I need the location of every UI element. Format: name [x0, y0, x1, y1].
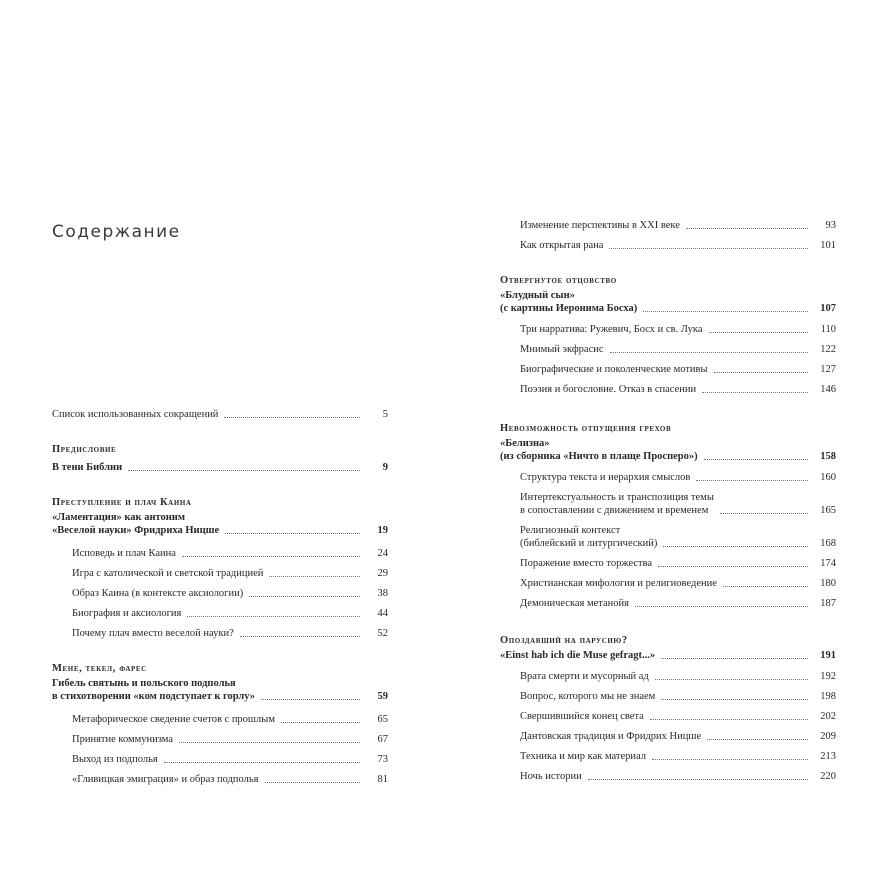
dot-leader [610, 352, 808, 353]
dot-leader [269, 576, 360, 577]
toc-entry[interactable] [520, 770, 836, 783]
toc-entry[interactable] [72, 733, 388, 746]
toc-page-number: 198 [820, 691, 836, 702]
dot-leader [128, 470, 360, 471]
toc-section-cain [52, 496, 388, 640]
dot-leader [661, 658, 808, 659]
toc-entry-label: Христианская мифология и религиоведение [520, 578, 717, 589]
toc-entry-line: (с картины Иеронима Босха) [500, 303, 638, 314]
toc-entry-line: «Веселой науки» Фридриха Ницше [52, 525, 220, 536]
toc-page-number: 107 [820, 303, 836, 314]
dot-leader [261, 699, 360, 700]
toc-entry[interactable] [520, 239, 836, 252]
toc-entry-label: Список использованных сокращений [52, 409, 219, 420]
toc-entry[interactable] [72, 567, 388, 580]
section-heading: Мене, текел, фарес [52, 663, 147, 674]
toc-section-father [500, 274, 836, 396]
toc-page-number: 168 [820, 538, 836, 549]
dot-leader [240, 636, 360, 637]
section-heading: Предисловие [52, 444, 117, 455]
toc-entry[interactable] [520, 557, 836, 570]
toc-entry-label: Как открытая рана [520, 240, 604, 251]
toc-page-number: 9 [382, 462, 388, 473]
dot-leader [225, 533, 360, 534]
toc-page-number: 187 [820, 598, 836, 609]
toc-entry-label [52, 511, 219, 537]
dot-leader [224, 417, 360, 418]
dot-leader [723, 586, 808, 587]
toc-page-number: 213 [820, 751, 836, 762]
toc-entry-label: «Гливицкая эмиграция» и образ подполья [72, 774, 259, 785]
toc-entry[interactable] [520, 383, 836, 396]
toc-page-number: 165 [820, 505, 836, 516]
dot-leader [164, 762, 360, 763]
toc-entry[interactable] [72, 587, 388, 600]
dot-leader [696, 480, 808, 481]
toc-entry[interactable] [520, 750, 836, 763]
toc-page-number: 146 [820, 384, 836, 395]
toc-page-number: 110 [820, 324, 836, 335]
toc-entry[interactable] [520, 471, 836, 484]
toc-entry-abbreviations[interactable] [52, 408, 388, 421]
dot-leader [650, 719, 808, 720]
dot-leader [704, 459, 808, 460]
toc-entry[interactable] [72, 607, 388, 620]
toc-page-number: 180 [820, 578, 836, 589]
dot-leader [720, 513, 808, 514]
dot-leader [182, 556, 360, 557]
dot-leader [588, 779, 808, 780]
toc-entry-label: Поэзия и богословие. Отказ в спасении [520, 384, 697, 395]
toc-section-preface [52, 443, 388, 474]
toc-entry-label: Почему плач вместо веселой науки? [72, 628, 234, 639]
toc-entry-label: Биография и аксиология [72, 608, 182, 619]
toc-page-number: 192 [820, 671, 836, 682]
dot-leader [663, 546, 808, 547]
toc-entry-label: Три нарратива: Ружевич, Босх и св. Лука [520, 324, 703, 335]
toc-entry-label [520, 524, 657, 550]
dot-leader [661, 699, 808, 700]
toc-entry[interactable] [520, 323, 836, 336]
toc-entry[interactable] [72, 547, 388, 560]
toc-entry-label: Вопрос, которого мы не знаем [520, 691, 656, 702]
toc-section-mene [52, 662, 388, 786]
toc-page-number: 67 [377, 734, 388, 745]
toc-entry-father-main[interactable] [500, 289, 836, 315]
toc-entry-label: Метафорическое сведение счетов с прошлым [72, 714, 275, 725]
toc-entry-label: Изменение перспективы в XXI веке [520, 220, 680, 231]
toc-entry[interactable] [520, 597, 836, 610]
dot-leader [707, 739, 808, 740]
dot-leader [652, 759, 808, 760]
toc-page-number: 59 [377, 691, 388, 702]
toc-entry-label: Свершившийся конец света [520, 711, 644, 722]
toc-page-number: 73 [377, 754, 388, 765]
toc-page-number: 44 [377, 608, 388, 619]
dot-leader [714, 372, 808, 373]
dot-leader [643, 311, 808, 312]
dot-leader [609, 248, 808, 249]
toc-entry[interactable] [72, 627, 388, 640]
section-heading: Опоздавший на парусию? [500, 635, 628, 646]
page-title: Содержание [52, 222, 181, 242]
toc-entry-sins-main[interactable] [500, 437, 836, 463]
toc-entry-cain-main[interactable] [52, 511, 388, 537]
toc-entry-mene-main[interactable] [52, 677, 388, 703]
toc-entry-label: Дантовская традиция и Фридрих Ницше [520, 731, 702, 742]
dot-leader [709, 332, 808, 333]
toc-entry-line: (из сборника «Ничто в плаще Просперо») [500, 451, 698, 462]
toc-entry-label: Принятие коммунизма [72, 734, 174, 745]
toc-entry-line: «Белизна» [500, 438, 550, 449]
toc-left-column [52, 408, 388, 786]
toc-page-number: 127 [820, 364, 836, 375]
toc-entry-line: в стихотворении «ком подступает к горлу» [52, 691, 256, 702]
toc-page-number: 122 [820, 344, 836, 355]
dot-leader [249, 596, 360, 597]
toc-page-number: 52 [377, 628, 388, 639]
toc-entry-line: Гибель святынь и польского подполья [52, 678, 236, 689]
toc-entry-line: Религиозный контекст [520, 525, 621, 536]
toc-page-number: 202 [820, 711, 836, 722]
toc-page-number: 191 [820, 650, 836, 661]
toc-entry[interactable] [520, 690, 836, 703]
toc-entry-label [500, 437, 698, 463]
toc-entry-label: В тени Библии [52, 462, 123, 473]
toc-entry-line: «Ламентация» как антоним [52, 512, 186, 523]
toc-entry-line: (библейский и литургический) [520, 538, 658, 549]
section-heading: Преступление и плач Каина [52, 497, 192, 508]
toc-entry[interactable] [520, 219, 836, 232]
section-heading: Отвергнутое отцовство [500, 275, 617, 286]
toc-page-number: 24 [377, 548, 388, 559]
dot-leader [655, 679, 808, 680]
toc-right-column [500, 219, 836, 783]
toc-page-number: 209 [820, 731, 836, 742]
dot-leader [265, 782, 361, 783]
toc-page-number: 220 [820, 771, 836, 782]
toc-entry-line: в сопоставлении с движением и временем [520, 505, 709, 516]
toc-entry[interactable] [520, 730, 836, 743]
toc-entry[interactable] [520, 343, 836, 356]
toc-page-number: 158 [820, 451, 836, 462]
dot-leader [187, 616, 360, 617]
toc-entry-label: Ночь истории [520, 771, 582, 782]
toc-entry[interactable] [72, 713, 388, 726]
toc-entry-label [520, 491, 714, 517]
toc-entry-label [500, 289, 637, 315]
toc-entry-label: Поражение вместо торжества [520, 558, 653, 569]
toc-entry[interactable] [72, 753, 388, 766]
toc-entry-label: Врата смерти и мусорный ад [520, 671, 649, 682]
toc-page-number: 81 [377, 774, 388, 785]
dot-leader [658, 566, 808, 567]
dot-leader [635, 606, 808, 607]
toc-entry-label: Структура текста и иерархия смыслов [520, 472, 691, 483]
toc-page-number: 5 [382, 409, 388, 420]
toc-entry-label: Демоническая метанойя [520, 598, 630, 609]
toc-entry-label: Исповедь и плач Каина [72, 548, 176, 559]
toc-entry-parousia-main[interactable] [500, 649, 836, 662]
toc-page-number: 93 [825, 220, 836, 231]
toc-entry-label: Биографические и поколенческие мотивы [520, 364, 708, 375]
toc-page-number: 101 [820, 240, 836, 251]
toc-entry-label: «Einst hab ich die Muse gefragt...» [500, 650, 656, 661]
toc-entry-label: Образ Каина (в контексте аксиологии) [72, 588, 244, 599]
toc-page-number: 38 [377, 588, 388, 599]
dot-leader [179, 742, 360, 743]
toc-section-parousia [500, 634, 836, 783]
dot-leader [702, 392, 808, 393]
toc-entry-label: Игра с католической и светской традицией [72, 568, 264, 579]
dot-leader [686, 228, 808, 229]
toc-page-number: 160 [820, 472, 836, 483]
toc-entry[interactable] [520, 363, 836, 376]
toc-section-sins [500, 422, 836, 610]
toc-entry[interactable] [520, 670, 836, 683]
toc-entry-line: «Блудный сын» [500, 290, 575, 301]
toc-entry[interactable] [520, 491, 836, 517]
section-heading: Невозможность отпущения грехов [500, 423, 672, 434]
toc-page-number: 65 [377, 714, 388, 725]
toc-page-number: 29 [377, 568, 388, 579]
toc-entry-line: Интертекстуальность и транспозиция темы [520, 492, 714, 503]
toc-entry-label: Мнимый экфрасис [520, 344, 604, 355]
toc-entry[interactable] [520, 524, 836, 550]
toc-page-number: 174 [820, 558, 836, 569]
toc-entry[interactable] [520, 710, 836, 723]
toc-entry[interactable] [520, 577, 836, 590]
toc-entry-label [52, 677, 255, 703]
toc-entry-label: Выход из подполья [72, 754, 158, 765]
dot-leader [281, 722, 360, 723]
toc-page-number: 19 [377, 525, 388, 536]
toc-entry-label: Техника и мир как материал [520, 751, 647, 762]
toc-entry-preface[interactable] [52, 461, 388, 474]
toc-entry[interactable] [72, 773, 388, 786]
